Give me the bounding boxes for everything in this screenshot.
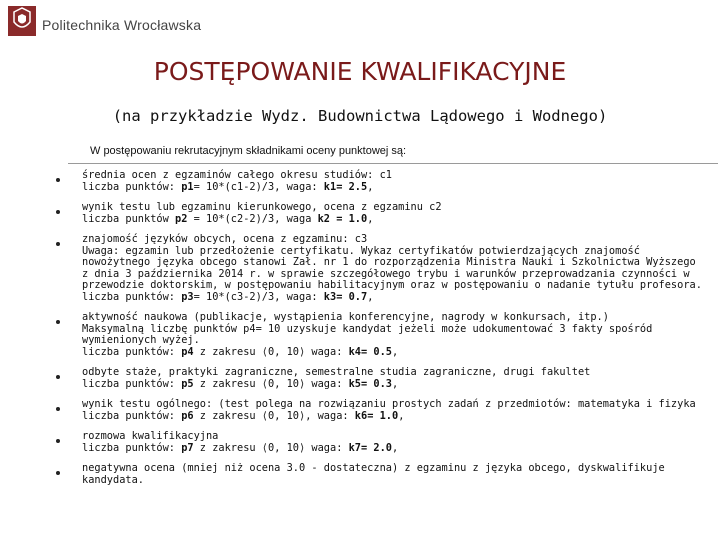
item-description: wynik testu ogólnego: (test polega na rozwiązaniu prostych zadań z przedmiotów: matematyka i fizyka [82, 398, 696, 410]
item-points: liczba punktów: p3= 10*(c3-2)/3, waga: k3= 0.7, [82, 290, 374, 303]
bullet-icon [56, 320, 60, 324]
bullet-icon [56, 375, 60, 379]
item-description: rozmowa kwalifikacyjna [82, 430, 219, 442]
list-item [0, 431, 720, 454]
bullet-icon [56, 210, 60, 214]
bullet-icon [56, 242, 60, 246]
header-bar [0, 0, 720, 44]
list-item [0, 312, 720, 358]
item-description: wynik testu lub egzaminu kierunkowego, ocena z egzaminu c2 [82, 201, 442, 213]
item-points: liczba punktów: p6 z zakresu ⟨0, 10⟩, waga: k6= 1.0, [82, 409, 405, 422]
bullet-icon [56, 471, 60, 475]
university-logo-icon [8, 6, 36, 36]
item-points: liczba punktów: p1= 10*(c1-2)/3, waga: k1= 2.5, [82, 180, 374, 193]
item-description: znajomość języków obcych, ocena z egzaminu: c3 [82, 233, 368, 245]
item-points: liczba punktów: p7 z zakresu ⟨0, 10⟩ waga: k7= 2.0, [82, 441, 399, 454]
list-item [0, 399, 720, 422]
university-name: Politechnika Wrocławska [42, 17, 202, 33]
bullet-icon [56, 439, 60, 443]
item-description: negatywna ocena (mniej niż ocena 3.0 - dostateczna) z egzaminu z języka obcego, dyskwalifikuje kandydata. [82, 462, 665, 486]
page-subtitle: (na przykładzie Wydz. Budownictwa Lądowego i Wodnego) [112, 107, 608, 125]
list-item [0, 463, 720, 486]
bullet-icon [56, 407, 60, 411]
item-description: odbyte staże, praktyki zagraniczne, semestralne studia zagraniczne, drugi fakultet [82, 366, 591, 378]
list-item [0, 234, 720, 303]
bullet-icon [56, 178, 60, 182]
item-description: średnia ocen z egzaminów całego okresu studiów: c1 [82, 169, 392, 181]
item-note: Maksymalną liczbę punktów p4= 10 uzyskuje kandydat jeżeli może udokumentować 3 fakty spośród wymienionych wyżej. [82, 322, 653, 346]
list-item [0, 367, 720, 390]
page-title: POSTĘPOWANIE KWALIFIKACYJNE [153, 57, 567, 86]
item-points: liczba punktów: p5 z zakresu ⟨0, 10⟩ waga: k5= 0.3, [82, 377, 399, 390]
item-points: liczba punktów p2 = 10*(c2-2)/3, waga k2 = 1.0, [82, 212, 374, 225]
criteria-list [0, 170, 720, 495]
item-note: Uwaga: egzamin lub przedłożenie certyfikatu. Wykaz certyfikatów potwierdzających znajomość nowożytnego języka obcego stanowi Zał. nr 1 do rozporządzenia Ministra Nauki i Szkolnictwa Wyższego z dnia 3 października 2014 r. w sprawie szczegółowego trybu i warunków przeprowadzania czynności w przewodzie doktorskim, w postępowaniu habilitacyjnym oraz w postępowaniu o nadanie tytułu profesora. [82, 244, 702, 291]
item-points: liczba punktów: p4 z zakresu ⟨0, 10⟩ waga: k4= 0.5, [82, 345, 399, 358]
item-description: aktywność naukowa (publikacje, wystąpienia konferencyjne, nagrody w konkursach, itp.) [82, 311, 609, 323]
list-item [0, 170, 720, 193]
list-item [0, 202, 720, 225]
divider [68, 163, 718, 164]
intro-text: W postępowaniu rekrutacyjnym składnikami oceny punktowej są: [90, 145, 407, 157]
